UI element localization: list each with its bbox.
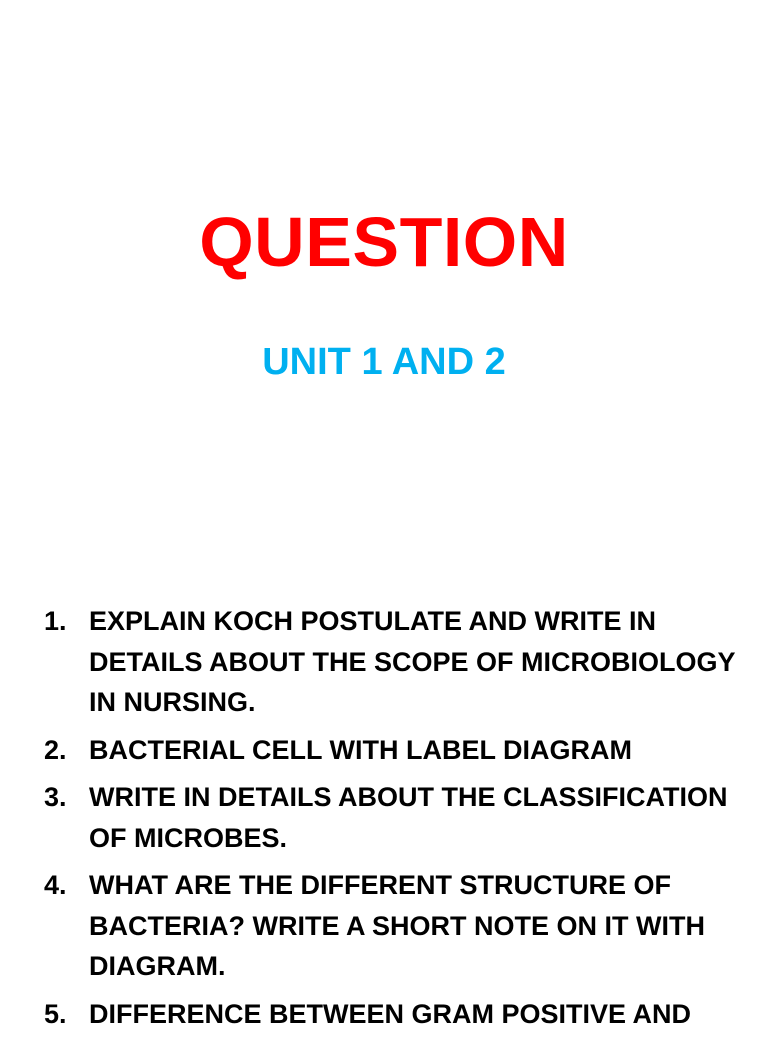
question-number: 4. [44,870,67,900]
question-text: BACTERIAL CELL WITH LABEL DIAGRAM [89,734,632,765]
question-text: WRITE IN DETAILS ABOUT THE CLASSIFICATION OF MICROBES. [89,782,728,853]
question-item-1 [44,601,744,723]
question-list [44,601,744,1041]
question-text: WHAT ARE THE DIFFERENT STRUCTURE OF BACTERIA? WRITE A SHORT NOTE ON IT WITH DIAGRAM. [89,870,705,981]
question-item-4 [44,865,744,987]
question-item-5 [44,994,744,1035]
page-subtitle: UNIT 1 AND 2 [262,341,506,383]
question-text: DIFFERENCE BETWEEN GRAM POSITIVE AND [89,998,692,1029]
question-number: 3. [44,782,67,812]
question-number: 1. [44,606,67,636]
page-title: QUESTION [199,203,569,281]
question-item-2 [44,730,744,771]
question-item-3 [44,777,744,858]
question-number: 5. [44,998,67,1029]
question-text: EXPLAIN KOCH POSTULATE AND WRITE IN DETAILS ABOUT THE SCOPE OF MICROBIOLOGY IN NURSING. [89,606,736,717]
question-number: 2. [44,734,67,765]
